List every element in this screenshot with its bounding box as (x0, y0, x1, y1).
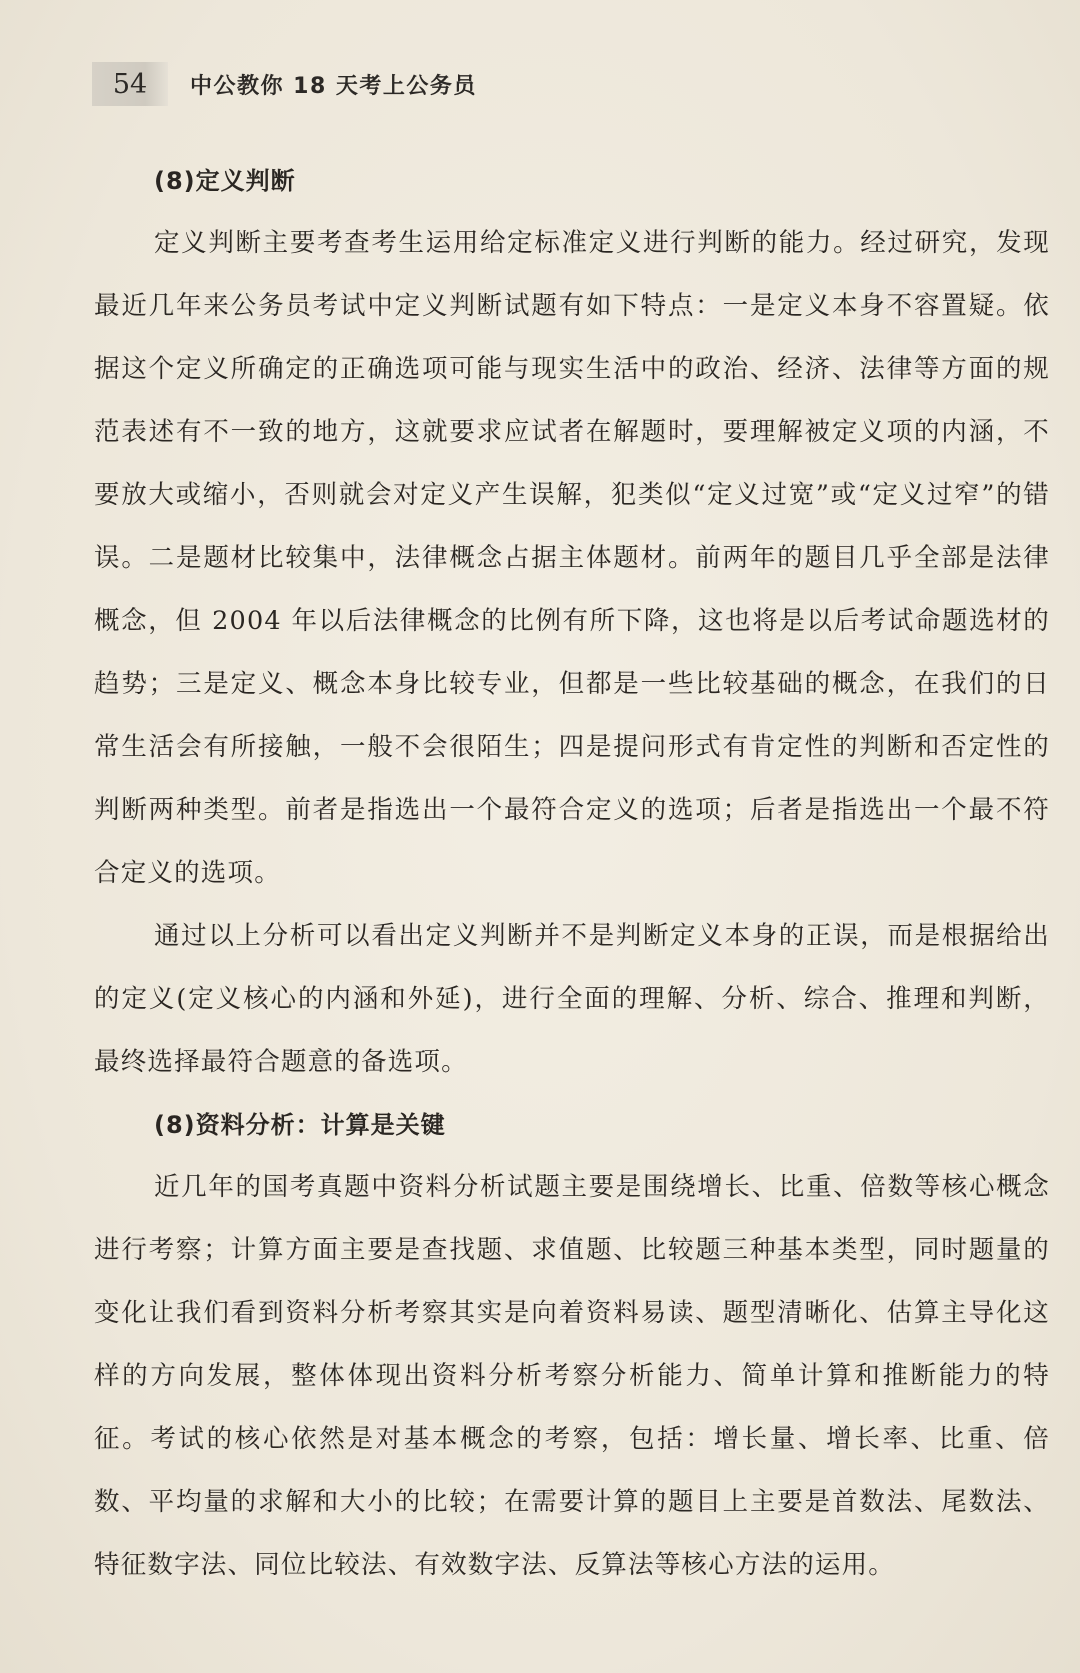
running-header-title: 中公教你 18 天考上公务员 (190, 73, 477, 99)
section-data-analysis (94, 1094, 1050, 1597)
section-heading: (8)资料分析：计算是关键 (154, 1111, 446, 1139)
paragraph: 近几年的国考真题中资料分析试题主要是围绕增长、比重、倍数等核心概念进行考察；计算方面主要是查找题、求值题、比较题三种基本类型，同时题量的变化让我们看到资料分析考察其实是向着资料易读、题型清晰化、估算主导化这样的方向发展，整体体现出资料分析考察分析能力、简单计算和推断能力的特征。考试的核心依然是对基本概念的考察，包括：增长量、增长率、比重、倍数、平均量的求解和大小的比较；在需要计算的题目上主要是首数法、尾数法、特征数字法、同位比较法、有效数字法、反算法等核心方法的运用。 (94, 1172, 1050, 1580)
paragraph: 定义判断主要考查考生运用给定标准定义进行判断的能力。经过研究，发现最近几年来公务员考试中定义判断试题有如下特点：一是定义本身不容置疑。依据这个定义所确定的正确选项可能与现实生活中的政治、经济、法律等方面的规范表述有不一致的地方，这就要求应试者在解题时，要理解被定义项的内涵，不要放大或缩小，否则就会对定义产生误解，犯类似“定义过宽”或“定义过窄”的错误。二是题材比较集中，法律概念占据主体题材。前两年的题目几乎全部是法律概念，但 2004 年以后法律概念的比例有所下降，这也将是以后考试命题选材的趋势；三是定义、概念本身比较专业，但都是一些比较基础的概念，在我们的日常生活会有所接触，一般不会很陌生；四是提问形式有肯定性的判断和否定性的判断两种类型。前者是指选出一个最符合定义的选项；后者是指选出一个最不符合定义的选项。 (94, 228, 1050, 888)
section-definition-judgment (94, 150, 1050, 1094)
page-body (94, 150, 1050, 1597)
page-header (92, 62, 477, 106)
page-number: 54 (92, 62, 168, 106)
section-heading: (8)定义判断 (154, 167, 296, 195)
paragraph: 通过以上分析可以看出定义判断并不是判断定义本身的正误，而是根据给出的定义(定义核心的内涵和外延)，进行全面的理解、分析、综合、推理和判断，最终选择最符合题意的备选项。 (94, 921, 1050, 1077)
